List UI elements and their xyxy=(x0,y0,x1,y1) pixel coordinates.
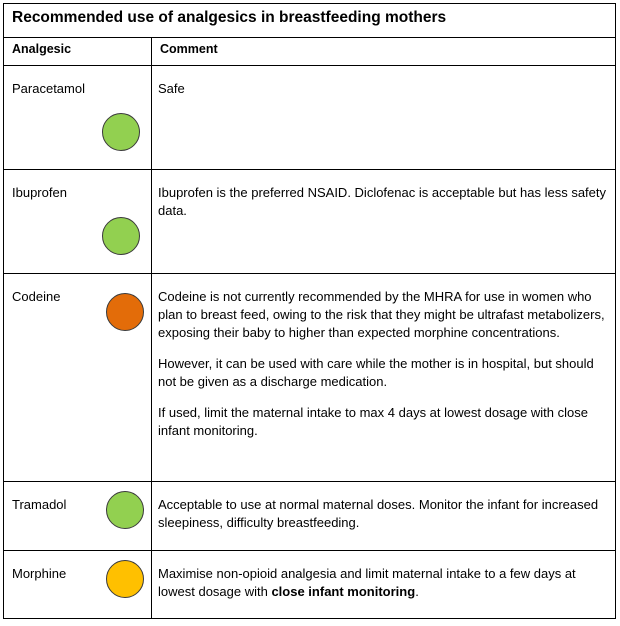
comment-bold-text: close infant monitoring xyxy=(271,584,416,599)
comment-cell xyxy=(152,482,616,551)
analgesics-table xyxy=(3,3,616,619)
comment-cell xyxy=(152,170,616,274)
analgesic-cell xyxy=(4,274,152,482)
green-circle-icon xyxy=(102,113,140,151)
comment-text: However, it can be used with care while the mother is in hospital, but should not be given as a discharge medication. xyxy=(158,356,594,389)
orange-circle-icon xyxy=(106,293,144,331)
analgesic-cell xyxy=(4,551,152,619)
table-row xyxy=(4,482,616,551)
comment-text: Ibuprofen is the preferred NSAID. Diclofenac is acceptable but has less safety data. xyxy=(158,185,607,218)
comment-text xyxy=(158,565,607,601)
comment-plain-text: Maximise non-opioid analgesia and limit maternal intake to a few days at lowest dosage with xyxy=(158,566,576,599)
table-row xyxy=(4,170,616,274)
table-row xyxy=(4,66,616,170)
analgesic-cell xyxy=(4,66,152,170)
comment-cell xyxy=(152,551,616,619)
analgesic-cell xyxy=(4,170,152,274)
analgesic-name: Tramadol xyxy=(12,497,67,512)
title-row xyxy=(4,4,616,38)
analgesic-name: Ibuprofen xyxy=(12,185,67,200)
analgesics-table-container xyxy=(3,3,616,619)
table-row xyxy=(4,274,616,482)
amber-circle-icon xyxy=(106,560,144,598)
comment-text: If used, limit the maternal intake to max 4 days at lowest dosage with close infant monitoring. xyxy=(158,405,588,438)
analgesic-name: Codeine xyxy=(12,289,61,304)
comment-text: Safe xyxy=(158,81,185,96)
green-circle-icon xyxy=(102,217,140,255)
header-row xyxy=(4,38,616,66)
header-analgesic: Analgesic xyxy=(4,38,152,66)
table-title: Recommended use of analgesics in breastfeeding mothers xyxy=(4,4,616,38)
comment-cell xyxy=(152,66,616,170)
header-comment: Comment xyxy=(152,38,616,66)
green-circle-icon xyxy=(106,491,144,529)
analgesic-cell xyxy=(4,482,152,551)
analgesic-name: Paracetamol xyxy=(12,81,85,96)
table-row xyxy=(4,551,616,619)
comment-text: Codeine is not currently recommended by the MHRA for use in women who plan to breast feed, owing to the risk that they might be ultrafast metabolizers, exposing their baby to higher than expected morphine concentrations. xyxy=(158,289,605,340)
comment-end-text: . xyxy=(415,584,419,599)
comment-cell xyxy=(152,274,616,482)
comment-text: Acceptable to use at normal maternal doses. Monitor the infant for increased sleepiness, difficulty breastfeeding. xyxy=(158,497,599,530)
analgesic-name: Morphine xyxy=(12,566,67,581)
